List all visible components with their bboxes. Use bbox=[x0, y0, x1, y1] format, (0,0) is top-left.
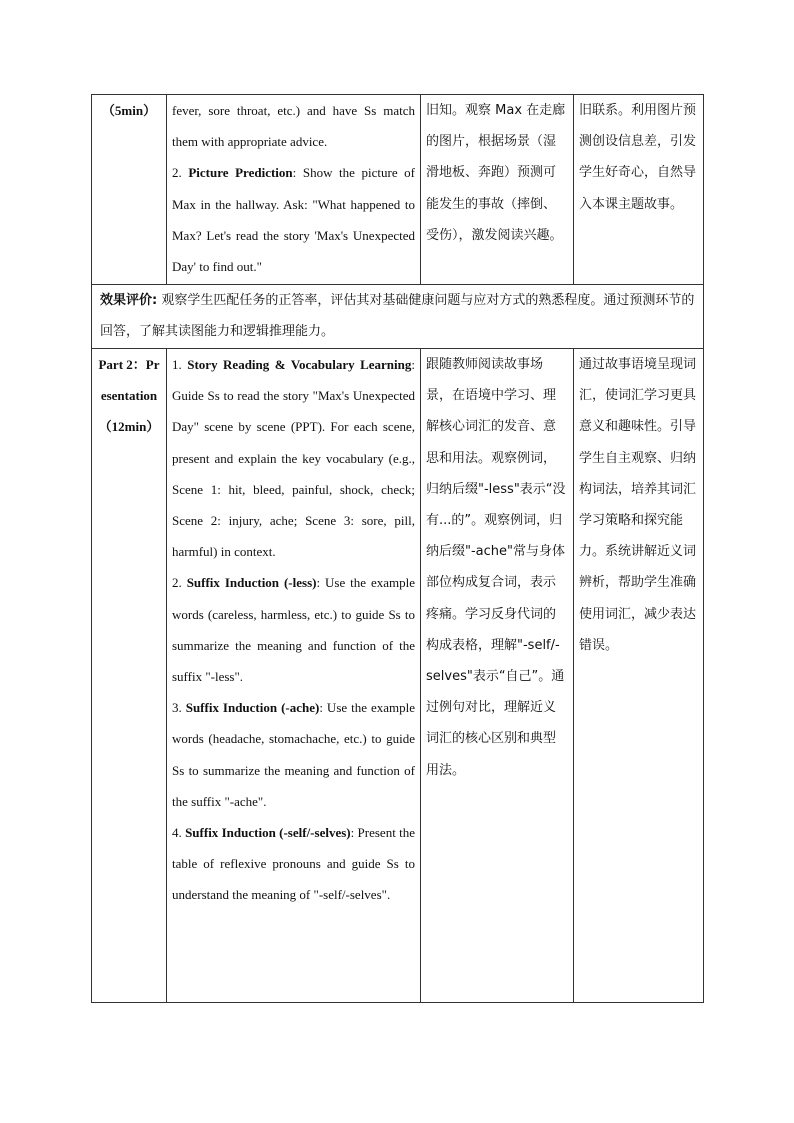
part2-activity-4: 4. Suffix Induction (-self/-selves): Present the table of reflexive pronouns and guide Ss to understand the meaning of "-self/-selves". bbox=[172, 825, 416, 903]
activity-title: Story Reading & Vocabulary Learning bbox=[187, 357, 412, 372]
activity-title: Picture Prediction bbox=[188, 165, 293, 181]
part1-teacher-activity-cell bbox=[167, 95, 421, 285]
lesson-plan-table bbox=[91, 94, 704, 1003]
part2-stage-time: （12min） bbox=[98, 419, 160, 435]
part2-activity-3: 3. Suffix Induction (-ache): Use the example words (headache, stomachache, etc.) to guide Ss to summarize the meaning and function of the suffix "-ache". bbox=[172, 700, 415, 809]
part1-activity-1: fever, sore throat, etc.) and have Ss match them with appropriate advice. bbox=[172, 103, 415, 150]
part1-row bbox=[92, 95, 704, 285]
part2-stage-name: Part 2：Presentation bbox=[98, 357, 160, 404]
activity-title: Suffix Induction (-less) bbox=[186, 575, 317, 591]
evaluation-row bbox=[92, 285, 704, 349]
part1-stage-cell bbox=[92, 95, 167, 285]
activity-title: Suffix Induction (-self/-selves) bbox=[185, 825, 351, 841]
part2-student-activity-cell: 跟随教师阅读故事场景，在语境中学习、理解核心词汇的发音、意思和用法。观察例词，归纳后缀"-less"表示“没有...的”。观察例词，归纳后缀"-ache"常与身体部位构成复合词，表示疼痛。学习反身代词的构成表格，理解"-self/-selves"表示“自己”。通过例句对比，理解近义词汇的核心区别和典型用法。 bbox=[421, 349, 574, 1003]
evaluation-cell bbox=[92, 285, 704, 349]
part1-activity-2: 2. Picture Prediction: Show the picture of Max in the hallway. Ask: "What happened to Max? Let's read the story 'Max's Unexpected Day' to find out." bbox=[172, 165, 415, 275]
part2-row bbox=[92, 349, 704, 1003]
activity-title: Suffix Induction (-ache) bbox=[185, 700, 320, 716]
part1-stage-time: （5min） bbox=[101, 103, 157, 118]
part2-activity-1: 1. Story Reading & Vocabulary Learning: Guide Ss to read the story "Max's Unexpected Day" scene by scene (PPT). For each scene, present and explain the key vocabulary (e.g., Scene 1: hit, bleed, painful, shock, check; Scene 2: injury, ache; Scene 3: sore, pill, harmful) in context. bbox=[172, 357, 416, 560]
part2-design-intent-cell: 通过故事语境呈现词汇，使词汇学习更具意义和趣味性。引导学生自主观察、归纳构词法，培养其词汇学习策略和探究能力。系统讲解近义词辨析，帮助学生准确使用词汇，减少表达错误。 bbox=[574, 349, 704, 1003]
evaluation-text: 观察学生匹配任务的正答率，评估其对基础健康问题与应对方式的熟悉程度。通过预测环节的回答，了解其读图能力和逻辑推理能力。 bbox=[100, 293, 695, 340]
part1-design-intent-cell: 旧联系。利用图片预测创设信息差，引发学生好奇心，自然导入本课主题故事。 bbox=[574, 95, 704, 285]
evaluation-label: 效果评价: bbox=[100, 293, 158, 308]
part2-stage-cell bbox=[92, 349, 167, 1003]
part2-activity-2: 2. Suffix Induction (-less): Use the example words (careless, harmless, etc.) to guide Ss to summarize the meaning and function of the suffix "-less". bbox=[172, 575, 416, 685]
part1-student-activity-cell: 旧知。观察 Max 在走廊的图片，根据场景（湿滑地板、奔跑）预测可能发生的事故（摔倒、受伤），激发阅读兴趣。 bbox=[421, 95, 574, 285]
part2-teacher-activity-cell bbox=[167, 349, 421, 1003]
